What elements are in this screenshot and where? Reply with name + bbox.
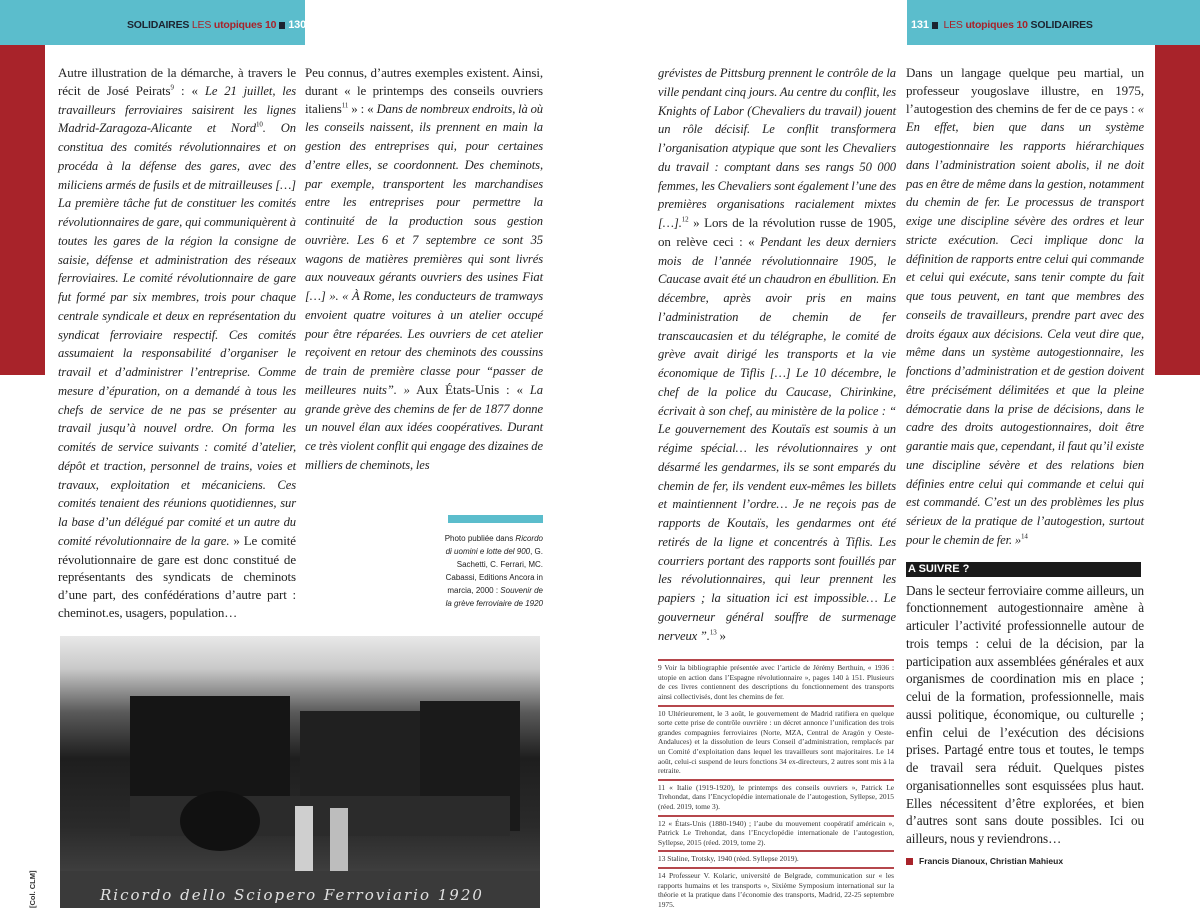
header-les: LES (191, 19, 212, 31)
header-title: utopiques (213, 19, 263, 31)
photo-inscription: Ricordo dello Sciopero Ferroviario 1920 (100, 885, 484, 904)
square-icon (932, 22, 938, 29)
footnote: 14 Professeur V. Kolaric, université de Belgrade, communication sur « les rapports humains et les transports », Sixième Symposium international sur la théorie et la pratique dans l’économie des transports, Madrid, 22-25 septembre 1975. (658, 867, 894, 912)
quote-text: grévistes de Pittsburg prennent le contrôle de la ville pendant cinq jours. Au centre du conflit, les Knights of Labor (Chevaliers du travail) jouent un rôle décisif. Le conflit transformera l’organisation atypique que sont les Chevaliers du travail : comptant dans ses rangs 50 000 femmes, les Chevaliers sont également l’une des premières organisations racialement mixtes […]. (658, 66, 896, 230)
caption-block (441, 515, 543, 610)
footnote-ref: 12 (681, 215, 689, 224)
column-3-wrapper (658, 64, 896, 912)
quote-text: Le 21 juillet, les travailleurs ferroviaires saisirent les lignes Madrid-Zaragoza-Alicante et Nord (58, 83, 296, 136)
footnote: 10 Ultérieurement, le 3 août, le gouvernement de Madrid ratifiera en quelque sorte cette prise de contrôle ouvrière : un décret annonce l’unification des trois grandes compagnies ferroviaires (Norte, MZA, Central de Aragón y Oeste-Andaluces) et la dissolution de leurs Conseil d’administration, remplacés par un Comité d’exploitation dans lequel les travailleurs sont majoritaires. Le 14 août, celui-ci suspend de leurs fonctions 34 ex-directeurs, 2 autres sont mis à la retraite. (658, 705, 894, 779)
quote-text: Souvenir de la grève ferroviaire de 1920 (445, 585, 543, 608)
column-2-wrapper (305, 64, 543, 610)
conclusion-paragraph (906, 582, 1144, 848)
quote-text: Ricordo di uomini e lotte del 900 (445, 533, 543, 556)
quote-text: Dans de nombreux endroits, là où les conseils naissent, ils prennent en main la gestion des entreprises qui, pour certaines d’entre elles, se coordonnent. Des cheminots, par exemple, transportent les marchandises entre les entreprises pour permettre la continuité de la production sous gestion ouvrière. Les 6 et 7 septembre ce sont 35 wagons de matières premières qui sont livrés aux nouveaux gérants ouvriers des usines Fiat […] ». « À Rome, les conducteurs de tramways envoient quatre voitures à un atelier occupé pour être réparées. Les ouvriers de cet atelier reçoivent en retour des cheminots des coussins de train de première classe pour “passer de meilleures nuits”. » (305, 101, 544, 397)
body-text: » Le comité révolutionnaire de gare est donc constitué de représentants des syndicats de cheminots d’une part, des confédérations d’autre part : cheminot.es, usagers, population… (58, 532, 296, 620)
body-text: , G. Sachetti, C. Ferrari, MC. Cabassi, Editions Ancora in marcia, 2000 : (445, 546, 543, 595)
side-bar-left (0, 45, 45, 375)
column-4-wrapper (906, 64, 1144, 866)
footnote-ref: 11 (341, 101, 349, 110)
text-column-1 (58, 64, 296, 622)
text-column-2 (305, 64, 543, 475)
footnote: 9 Voir la bibliographie présentée avec l’article de Jérémy Berthuin, « 1936 : utopie en action dans l’Espagne révolutionnaire », pages 140 à 151. Plusieurs de ces livres contiennent des descriptions du fonctionnement des transports ainsi collectivisés, dont les chemins de fer. (658, 659, 894, 704)
header-issue: 10 (264, 19, 277, 31)
quote-text: . On constitua des comités révolutionnaires et on procéda à la défense des gares, avec des miliciens armés de fusils et de mitrailleuses […] La première tâche fut de constituer les comités révolutionnaires de gare, qui communiquèrent à toutes les gares de la région la consigne de saisie, défense et administration des réseaux ferroviaires. Le comité révolutionnaire de gare fut formé par six membres, trois pour chaque centrale syndicale et deux en représentation du syndicat ferroviaire respectif. Ces comités assumaient la responsabilité d’organiser le travail et d’administrer l’entreprise. Comme mesure d’épuration, on a demandé à tous les chefs de service de ne pas se présenter au travail jusqu’à nouvel ordre. On forma les comités de service suivants : comité d’atelier, dépôt et traction, personnel de trains, voies et travaux, exploitation et mécaniciens. Ces comités tenaient des réunions quotidiennes, sur la base d’un délégué par comité et un autre du comité révolutionnaire de la gare. (58, 121, 296, 548)
footnote-ref: 10 (255, 120, 263, 129)
page-number: 130 (288, 19, 307, 31)
footnote: 13 Staline, Trotsky, 1940 (réed. Syllepse 2019). (658, 850, 894, 867)
running-header-right (911, 19, 1093, 31)
quote-text: « En effet, bien que dans un système autogestionnaire les rapports hiérarchiques dans l’administration soient abolis, il ne doit pas en être de même dans la gestion, notamment du chemin de fer. Le processus de transport exige une discipline sévère des ordres et leur stricte exécution. Ceci implique donc la définition de rapports entre celui qui commande et celui qui exécute, sans tenir compte du fait que tous peuvent, en tant que membres des conseils de travailleurs, prendre part avec des droits égaux aux décisions. Cela veut dire que, même dans un système autogestionnaire, les fonctions d’administration et de gestion doivent être précisément délimitées et que la pleine démocratie dans la prise de décisions, dans le cadre des droits autogestionnaires, doit être garantie mais que, cependant, il faut qu’il existe une discipline sévère et des relations bien définies entre celui qui commande et celui qui est commandé. C’est un des problèmes les plus sérieux de la pratique de l’autogestion, surtout pour le chemin de fer. » (906, 101, 1144, 547)
body-text: Autre illustration de la démarche, à travers le récit de José Peirats (58, 65, 296, 98)
section-heading: A SUIVRE ? (906, 562, 1141, 577)
body-text: » Lors de la révolution russe de 1905, on relève ceci : « (658, 215, 896, 249)
quote-text: Pendant les deux derniers mois de l’année révolutionnaire 1905, le Caucase avait été un chaudron en ébullition. En décembre, après avoir pris en mains l’administration de chemin de fer transcaucasien et du télégraphe, le comité de grève avait dirigé les transports et la vie économique de Tiflis […] Le 10 décembre, le chef de la police du Caucase, Chirinkine, écrivait à son chef, au ministère de la police : “ Le gouvernement des Koutaïs est soumis à un régime spécial… les révolutionnaires y ont désarmé les gendarmes, ils se sont emparés du chemin de fer, ils vendent eux-mêmes les billets et maintiennent l’ordre… Je ne reçois pas de rapports de Koutaïs, les gendarmes ont été retirés de la ligne et concentrés à Tiflis. Les courriers portant des rapports sont fouillés par les révolutionnaires, qui leur prennent les papiers ; la situation ici est impossible… Le gouverneur général souffre de surmenage nerveux ”. (658, 234, 896, 643)
header-issue: 10 (1016, 19, 1028, 31)
text-column-4 (906, 64, 1144, 550)
body-text: Dans le secteur ferroviaire comme ailleurs, un fonctionnement autogestionnaire amène à articuler l’activité professionnelle autour de trois temps : celui de la décision, par la participation aux assemblées générales et aux organismes de coordination mis en place ; celui de la formation, professionnelle, mais aussi politique, économique, ou culturelle ; enfin celui de l’exécution des décisions prises. Partagé entre tous et toutes, le temps de travail sera réduit. Quelques pistes organisationnelles sont esquissées plus haut. Elles nécessitent d’être explorées, et bien d’autres sont sans doute possibles. Ici ou ailleurs, nous y reviendrons… (906, 582, 1144, 846)
footnote-ref: 9 (170, 83, 174, 92)
header-les: LES (943, 19, 963, 31)
footnote-ref: 14 (1021, 532, 1028, 541)
body-text: Peu connus, d’autres exemples existent. Ainsi, durant « le printemps des conseils ouvriers italiens (305, 65, 543, 116)
footnote: 11 « Italie (1919-1920), le printemps des conseils ouvriers », Patrick Le Trehondat, dans l’Encyclopédie internationale de l’autogestion, Syllepse, 2015 (réed. 2019, tome 3). (658, 779, 894, 815)
body-text: Photo publiée dans (444, 533, 516, 543)
page-number: 131 (911, 19, 929, 31)
caption-accent-bar (448, 515, 543, 523)
locomotive-photo-illustration (60, 636, 540, 908)
photo-credit: [Col. CLM] (28, 870, 37, 908)
header-title: utopiques (965, 19, 1014, 31)
square-icon (279, 22, 285, 29)
footnotes (658, 659, 894, 912)
header-section: SOLIDAIRES (1030, 19, 1093, 31)
authors: Francis Dianoux, Christian Mahieux (919, 855, 1064, 866)
photo-caption (441, 532, 543, 610)
body-text: » (716, 627, 726, 643)
header-section: SOLIDAIRES (127, 19, 190, 31)
author-signature (906, 856, 1144, 866)
body-text: Dans un langage quelque peu martial, un professeur yougoslave illustre, en 1975, l’autogestion des chemins de fer de ce pays : (906, 65, 1144, 116)
running-header-left (127, 19, 306, 31)
footnote: 12 « États-Unis (1880-1940) ; l’aube du mouvement coopératif américain », Patrick Le Trehondat, dans l’Encyclopédie internationale de l’autogestion, Syllepse, 2015 (réed. 2019, tome 2). (658, 815, 894, 851)
archive-photo-locomotive-strikers (60, 636, 540, 908)
left-page-columns (58, 64, 543, 622)
photo-block (28, 636, 543, 908)
body-text: : « (173, 82, 205, 98)
quote-text: La grande grève des chemins de fer de 1877 donne un nouvel élan aux idées coopératives. Durant ce très violent conflit qui engage des dizaines de milliers de cheminots, les (305, 382, 543, 472)
body-text: » : « (348, 100, 377, 116)
left-page (28, 64, 544, 908)
body-text: Aux États-Unis : « (409, 381, 530, 397)
side-bar-right (1155, 45, 1200, 375)
text-column-3 (658, 64, 896, 645)
square-icon (906, 858, 913, 865)
footnote-ref: 13 (709, 628, 717, 637)
